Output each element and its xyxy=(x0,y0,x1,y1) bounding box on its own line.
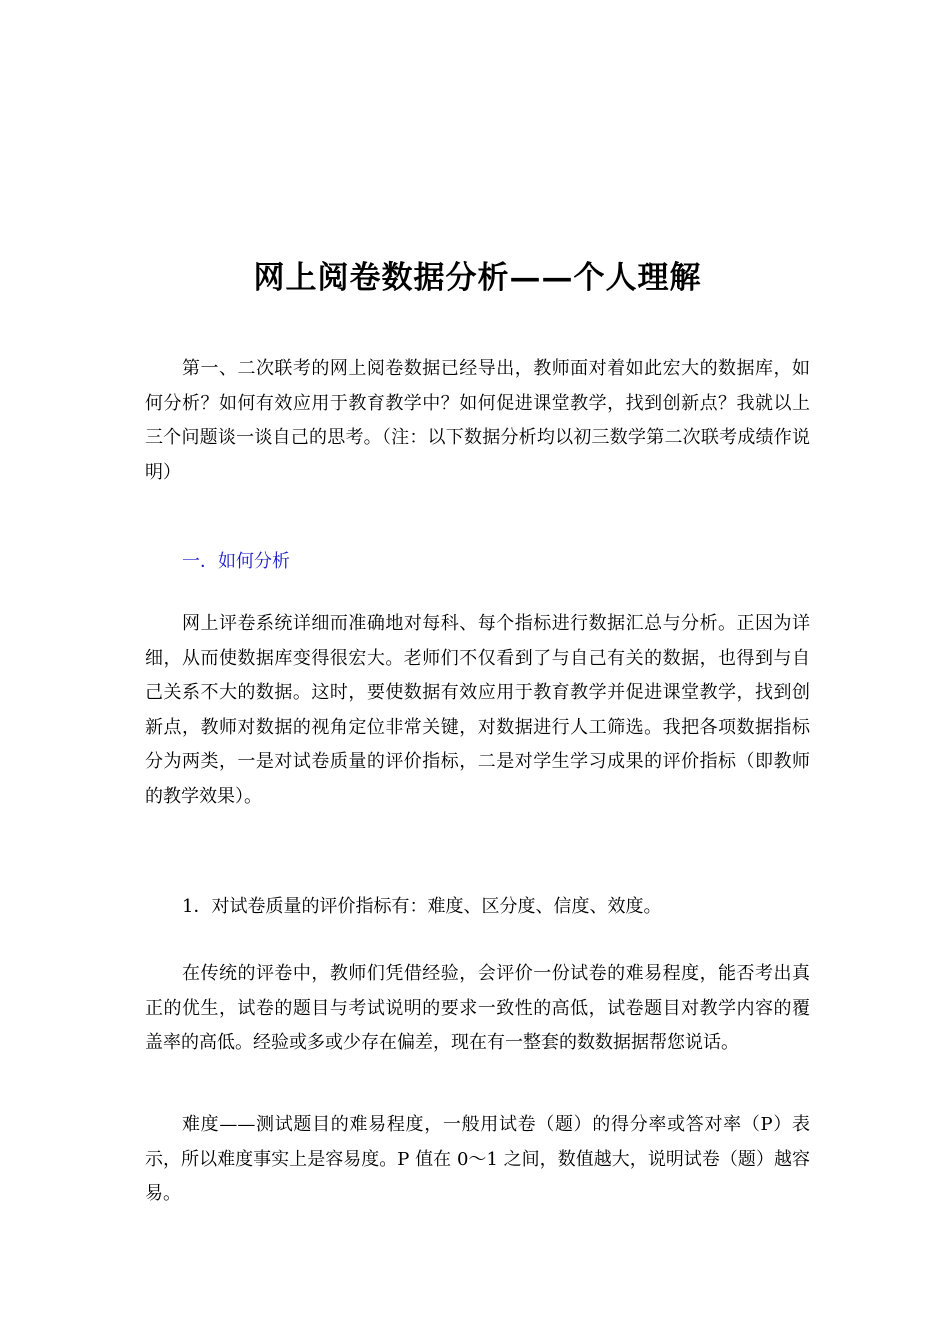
section-heading: 一．如何分析 xyxy=(182,551,290,572)
traditional-grading-paragraph: 在传统的评卷中，教师们凭借经验，会评价一份试卷的难易程度，能否考出真正的优生，试卷的题目与考试说明的要求一致性的高低，试卷题目对教学内容的覆盖率的高低。经验或多或少存在偏差，现在有一整套的数数据据帮您说话。 xyxy=(145,963,810,1053)
intro-paragraph: 第一、二次联考的网上阅卷数据已经导出，教师面对着如此宏大的数据库，如何分析？如何有效应用于教育教学中？如何促进课堂教学，找到创新点？我就以上三个问题谈一谈自己的思考。（注：以下数据分析均以初三数学第二次联考成绩作说明） xyxy=(145,358,810,483)
document-title: 网上阅卷数据分析——个人理解 xyxy=(253,260,702,296)
analysis-paragraph: 网上评卷系统详细而准确地对每科、每个指标进行数据汇总与分析。正因为详细，从而使数据库变得很宏大。老师们不仅看到了与自己有关的数据，也得到与自己关系不大的数据。这时，要使数据有效应用于教育教学并促进课堂教学，找到创新点，教师对数据的视角定位非常关键，对数据进行人工筛选。我把各项数据指标分为两类，一是对试卷质量的评价指标，二是对学生学习成果的评价指标（即教师的教学效果）。 xyxy=(145,613,810,807)
difficulty-paragraph: 难度——测试题目的难易程度，一般用试卷（题）的得分率或答对率（P）表示，所以难度事实上是容易度。P 值在 0～1 之间，数值越大，说明试卷（题）越容易。 xyxy=(145,1114,810,1204)
indicator-list-paragraph: 1．对试卷质量的评价指标有：难度、区分度、信度、效度。 xyxy=(182,896,662,917)
